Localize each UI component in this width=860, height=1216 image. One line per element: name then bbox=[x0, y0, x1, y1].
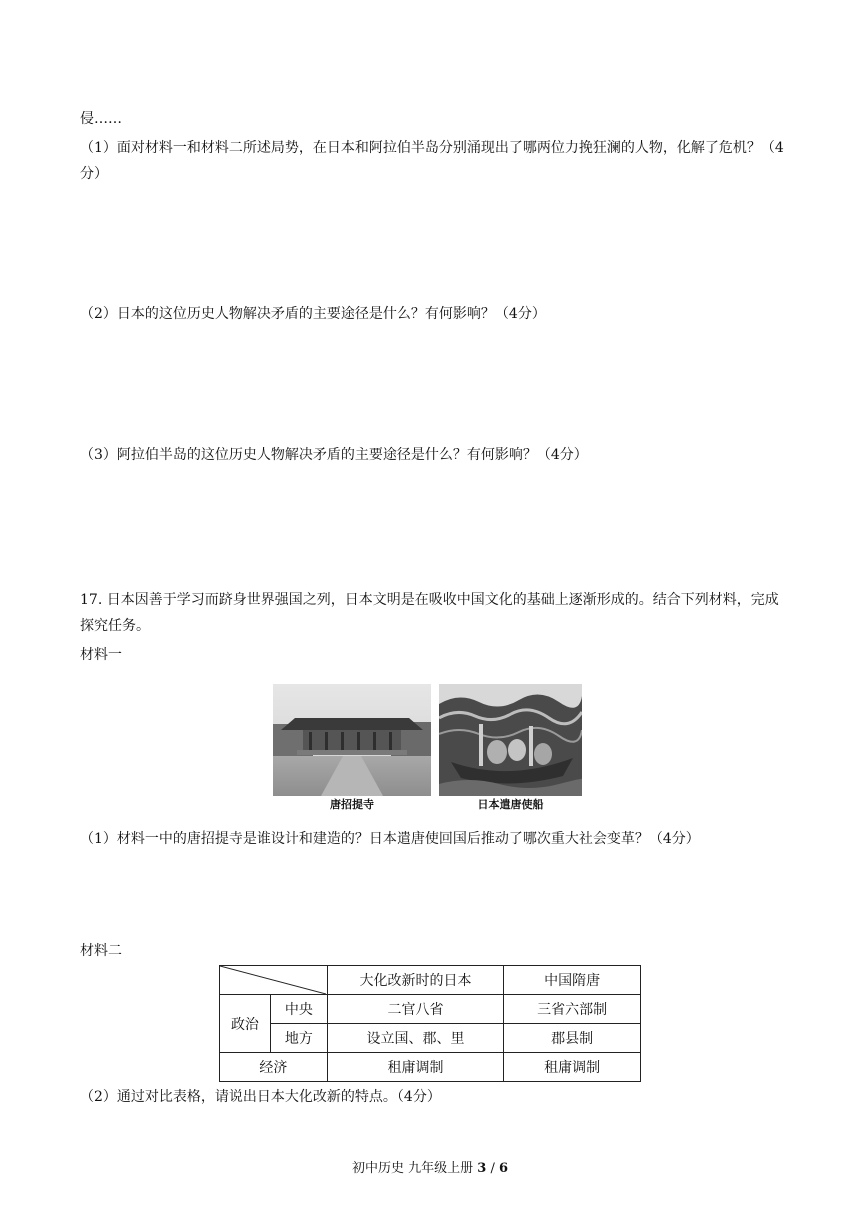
question-3: （3）阿拉伯半岛的这位历史人物解决矛盾的主要途径是什么？有何影响？（4分） bbox=[80, 447, 588, 463]
local-cell: 地方 bbox=[270, 1024, 327, 1053]
table-row bbox=[220, 1024, 641, 1053]
sub-question-2: （2）通过对比表格，请说出日本大化改新的特点。（4分） bbox=[80, 1089, 441, 1105]
china-economy-cell: 租庸调制 bbox=[504, 1053, 641, 1082]
envoy-ship-photo bbox=[439, 684, 582, 814]
table-row bbox=[220, 995, 641, 1024]
toshodaiji-photo bbox=[273, 684, 431, 814]
diagonal-header-cell bbox=[220, 966, 328, 995]
central-cell: 中央 bbox=[270, 995, 327, 1024]
diagonal-line bbox=[220, 966, 326, 994]
economy-cell: 经济 bbox=[220, 1053, 328, 1082]
comparison-table bbox=[219, 965, 641, 1082]
toshodaiji-caption: 唐招提寺 bbox=[330, 798, 374, 811]
table-row bbox=[220, 966, 641, 995]
footer-text: 初中历史 九年级上册 bbox=[351, 1161, 474, 1176]
china-local-cell: 郡县制 bbox=[504, 1024, 641, 1053]
page-number: 3 bbox=[477, 1161, 487, 1176]
page-separator: / bbox=[486, 1161, 499, 1176]
temple-illustration bbox=[273, 684, 431, 796]
japan-local-cell: 设立国、郡、里 bbox=[327, 1024, 504, 1053]
japan-economy-cell: 租庸调制 bbox=[327, 1053, 504, 1082]
ship-illustration bbox=[439, 684, 582, 796]
sub-question-1: （1）材料一中的唐招提寺是谁设计和建造的？日本遣唐使回国后推动了哪次重大社会变革？（4分） bbox=[80, 831, 700, 847]
material-2-label: 材料二 bbox=[80, 943, 122, 959]
question-2: （2）日本的这位历史人物解决矛盾的主要途径是什么？有何影响？（4分） bbox=[80, 306, 546, 322]
page-total: 6 bbox=[498, 1161, 509, 1176]
china-central-cell: 三省六部制 bbox=[504, 995, 641, 1024]
material-1-label: 材料一 bbox=[80, 647, 122, 663]
page-footer bbox=[0, 1157, 860, 1176]
header-japan: 大化改新时的日本 bbox=[327, 966, 504, 995]
table-row bbox=[220, 1053, 641, 1082]
header-china: 中国隋唐 bbox=[504, 966, 641, 995]
japan-central-cell: 二官八省 bbox=[327, 995, 504, 1024]
envoy-ship-caption: 日本遣唐使船 bbox=[477, 798, 544, 811]
question-17: 17. 日本因善于学习而跻身世界强国之列，日本文明是在吸收中国文化的基础上逐渐形成的。结合下列材料，完成探究任务。 bbox=[80, 592, 779, 634]
continued-text: 侵…… bbox=[80, 111, 122, 127]
question-1: （1）面对材料一和材料二所述局势，在日本和阿拉伯半岛分别涌现出了哪两位力挽狂澜的人物，化解了危机？（4分） bbox=[80, 140, 784, 182]
politics-cell: 政治 bbox=[220, 995, 271, 1053]
